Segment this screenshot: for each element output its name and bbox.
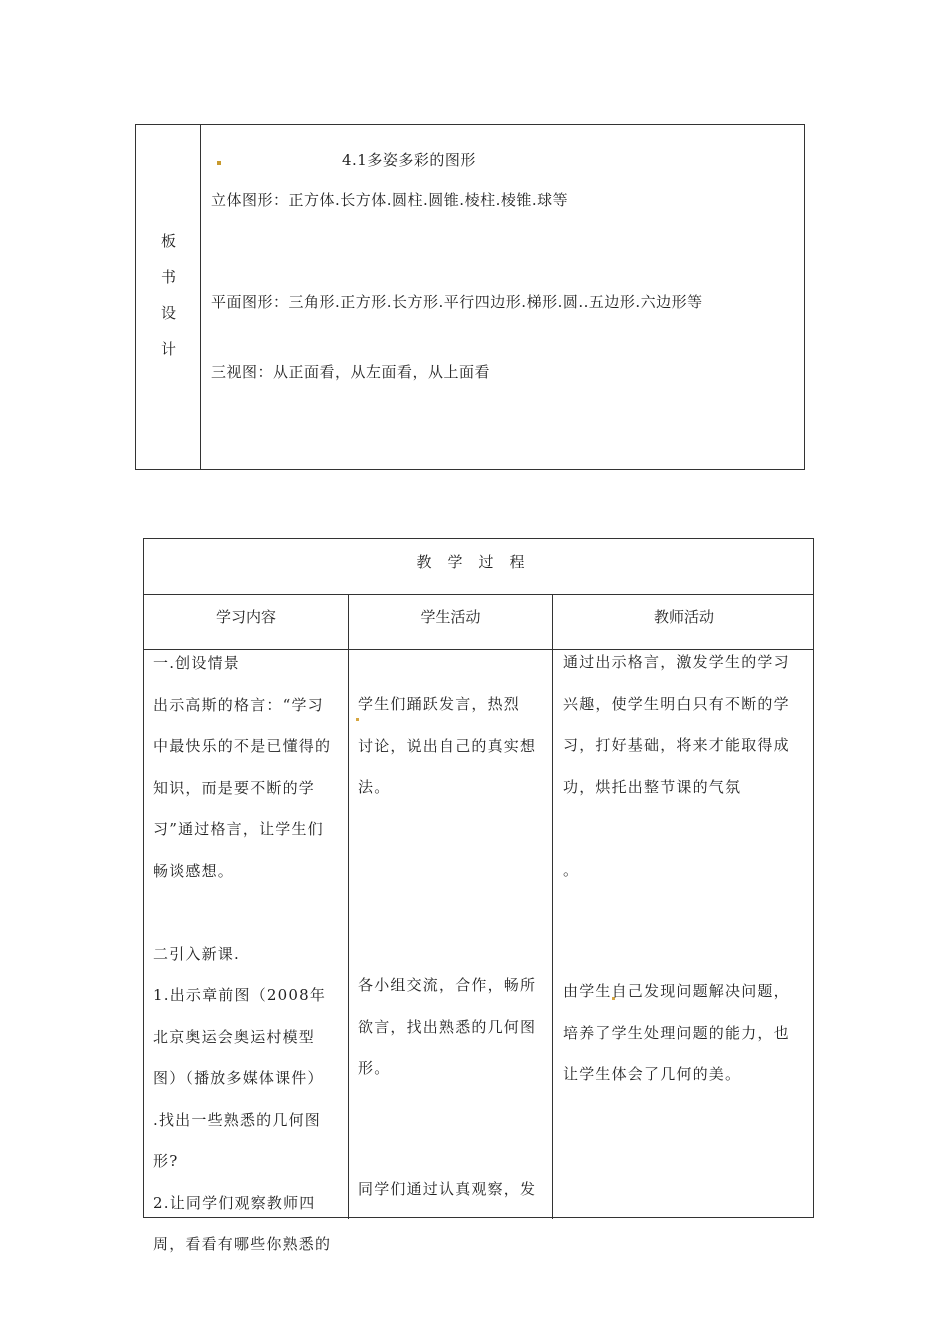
- learning-content-line: .找出一些熟悉的几何图: [153, 1110, 321, 1129]
- learning-content-line: [153, 892, 331, 934]
- teaching-process-title: 教学过程: [416, 553, 541, 571]
- teacher-activity-line: 功，烘托出整节课的气氛: [563, 777, 742, 796]
- teacher-activity-line: 兴趣，使学生明白只有不断的学: [563, 694, 790, 713]
- label-char: 计: [160, 340, 176, 358]
- teacher-activity-line: 。: [563, 860, 580, 879]
- learning-content-line: 畅谈感想。: [153, 861, 235, 880]
- learning-content-line: 中最快乐的不是已懂得的: [153, 737, 332, 755]
- column-divider: [552, 594, 553, 1219]
- label-char: 书: [160, 268, 176, 286]
- board-design-content-cell: [202, 125, 804, 469]
- plane-shapes-line: 平面图形：三角形.正方形.长方形.平行四边形.梯形.圆..五边形.六边形等: [211, 293, 703, 311]
- teacher-activity-line: [563, 808, 790, 850]
- learning-content-line: 形?: [153, 1152, 179, 1170]
- teacher-activity-line: 通过出示格言，激发学生的学习: [563, 653, 790, 671]
- column-divider: [348, 594, 349, 1219]
- column-header-teacher-activity: 教师活动: [653, 608, 714, 626]
- column-header-student-activity: 学生活动: [420, 608, 481, 626]
- label-char: 设: [160, 304, 176, 322]
- learning-content-line: 1.出示章前图（2008年: [153, 986, 327, 1004]
- three-views-line: 三视图：从正面看，从左面看，从上面看: [211, 363, 491, 381]
- learning-content-line: 知识，而是要不断的学: [153, 778, 316, 797]
- teacher-activity-line: 培养了学生处理问题的能力，也: [563, 1023, 790, 1042]
- teacher-activity-line: 让学生体会了几何的美。: [563, 1065, 742, 1083]
- learning-content-line: 图）（播放多媒体课件）: [153, 1069, 324, 1087]
- label-char: 板: [160, 232, 176, 250]
- learning-content-line: 习”通过格言，让学生们: [153, 820, 324, 838]
- teacher-activity-block: [563, 971, 790, 1096]
- highlight-mark: [217, 161, 221, 165]
- board-title: 4.1多姿多彩的图形: [342, 151, 476, 169]
- teaching-process-table: [143, 538, 814, 1253]
- learning-content-line: 2.让同学们观察教师四: [153, 1193, 316, 1212]
- row-divider: [144, 594, 813, 595]
- teacher-activity-block: [563, 642, 790, 891]
- learning-content-cell: [153, 643, 331, 1266]
- student-activity-line: 形。: [358, 1059, 391, 1077]
- student-activity-line: 同学们通过认真观察，发: [358, 1180, 537, 1198]
- learning-content-line: 一.创设情景: [153, 654, 240, 672]
- teacher-activity-line: 由学生自己发现问题解决问题，: [563, 982, 790, 1000]
- solid-shapes-line: 立体图形：正方体.长方体.圆柱.圆锥.棱柱.棱锥.球等: [211, 191, 569, 209]
- board-design-label-cell: [136, 125, 201, 469]
- board-design-table: [135, 124, 805, 470]
- student-activity-line: 法。: [358, 778, 391, 796]
- student-activity-line: 学生们踊跃发言，热烈: [358, 695, 521, 713]
- student-activity-line: 讨论，说出自己的真实想: [358, 736, 537, 755]
- learning-content-line: 北京奥运会奥运村模型: [153, 1027, 316, 1046]
- student-activity-block: [358, 965, 536, 1090]
- learning-content-line: 出示高斯的格言：“学习: [153, 695, 324, 714]
- student-activity-block: [358, 1169, 536, 1211]
- teacher-activity-line: 习，打好基础，将来才能取得成: [563, 736, 790, 754]
- student-activity-block: [358, 684, 536, 809]
- learning-content-line: 周，看看有哪些你熟悉的: [153, 1235, 332, 1253]
- student-activity-line: 各小组交流，合作，畅所: [358, 976, 537, 994]
- student-activity-line: 欲言，找出熟悉的几何图: [358, 1017, 537, 1036]
- learning-content-line: 二引入新课.: [153, 944, 240, 963]
- column-header-learning-content: 学习内容: [215, 608, 276, 626]
